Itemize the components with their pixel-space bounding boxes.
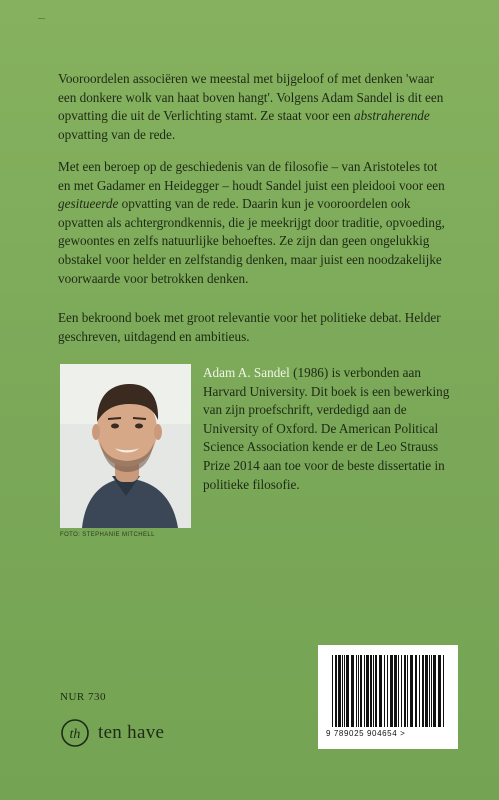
barcode-bar <box>425 655 428 727</box>
publisher-name: ten have <box>98 722 165 743</box>
barcode-bar <box>431 655 432 727</box>
nur-code: NUR 730 <box>60 691 106 703</box>
barcode-bar <box>394 655 397 727</box>
barcode-bar <box>356 655 357 727</box>
barcode-bar <box>419 655 420 727</box>
barcode-bar <box>373 655 374 727</box>
barcode-bar <box>335 655 337 727</box>
author-photo <box>60 364 191 528</box>
blurb-paragraph-3: Een bekroond boek met groot relevantie voor het politieke debat. Helder geschreven, uitdagend en ambitieus. <box>58 310 441 344</box>
barcode-bar <box>438 655 441 727</box>
barcode-bar <box>401 655 402 727</box>
barcode-bar <box>387 655 388 727</box>
barcode-bar <box>443 655 444 727</box>
corner-mark: — <box>38 14 45 22</box>
barcode-bar <box>346 655 349 727</box>
blurb-p1-emphasis: abstraherende <box>354 108 430 124</box>
barcode-digits: 9 789025 904654 > <box>326 729 406 738</box>
barcode-bar <box>342 655 343 727</box>
barcode-bar <box>366 655 369 727</box>
barcode-bar <box>375 655 377 727</box>
barcode-bar <box>344 655 345 727</box>
barcode-bar <box>415 655 417 727</box>
isbn-barcode <box>318 645 458 749</box>
barcode-bar <box>384 655 385 727</box>
author-name: Adam A. Sandel <box>203 365 290 380</box>
blurb-paragraph-2 <box>58 158 453 288</box>
barcode-bar <box>433 655 436 727</box>
barcode-bar <box>338 655 341 727</box>
barcode-bars <box>328 655 448 727</box>
blurb-p2-text-end: opvatting van de rede. Daarin kun je vooroordelen ook opvatten als achtergrondkennis, die je meekrijgt door traditie, opvoeding, gewoontes en zelfs natuurlijke behoeftes. Ze zijn dan geen ongelukkig obstakel voor helder en zelfstandig denken, maar juist een noodzakelijke voorwaarde voor betrokken denken. <box>58 196 445 286</box>
publisher-logo <box>60 718 164 748</box>
barcode-bar <box>410 655 413 727</box>
barcode-bar <box>364 655 365 727</box>
publisher-logo-letters: th <box>69 727 81 742</box>
barcode-bar <box>351 655 354 727</box>
author-bio-text: (1986) is verbonden aan Harvard University. Dit boek is een bewerking van zijn proefschrift, verdedigd aan de University of Oxford. De American Political Science Association kende er de Leo Strauss Prize 2014 aan toe voor de beste dissertatie in politieke filosofie. <box>203 365 450 492</box>
blurb-p1-text-end: opvatting van de rede. <box>58 126 176 142</box>
blurb-p1-text: Vooroordelen associëren we meestal met bijgeloof of met denken 'waar een donkere wolk van haat boven hangt'. Volgens Adam Sandel is dit een opvatting die uit de Verlichting stamt. Ze staat voor een <box>58 71 444 124</box>
photo-credit: FOTO: STEPHANIE MITCHELL <box>60 532 155 538</box>
barcode-bar <box>358 655 359 727</box>
blurb-p2-text: Met een beroep op de geschiedenis van de filosofie – van Aristoteles tot en met Gadamer en Heidegger – houdt Sandel juist een pleidooi voor een <box>58 159 445 193</box>
author-bio <box>203 364 457 494</box>
barcode-bar <box>379 655 382 727</box>
barcode-bar <box>360 655 362 727</box>
barcode-bar <box>404 655 406 727</box>
barcode-bar <box>407 655 408 727</box>
blurb-p2-emphasis: gesitueerde <box>58 196 119 212</box>
barcode-bar <box>422 655 424 727</box>
barcode-bar <box>429 655 430 727</box>
barcode-bar <box>332 655 333 727</box>
author-portrait-illustration <box>60 364 191 528</box>
barcode-bar <box>398 655 399 727</box>
blurb-paragraph-1 <box>58 70 453 144</box>
barcode-bar <box>390 655 393 727</box>
publisher-logo-icon <box>60 718 90 748</box>
barcode-bar <box>370 655 372 727</box>
